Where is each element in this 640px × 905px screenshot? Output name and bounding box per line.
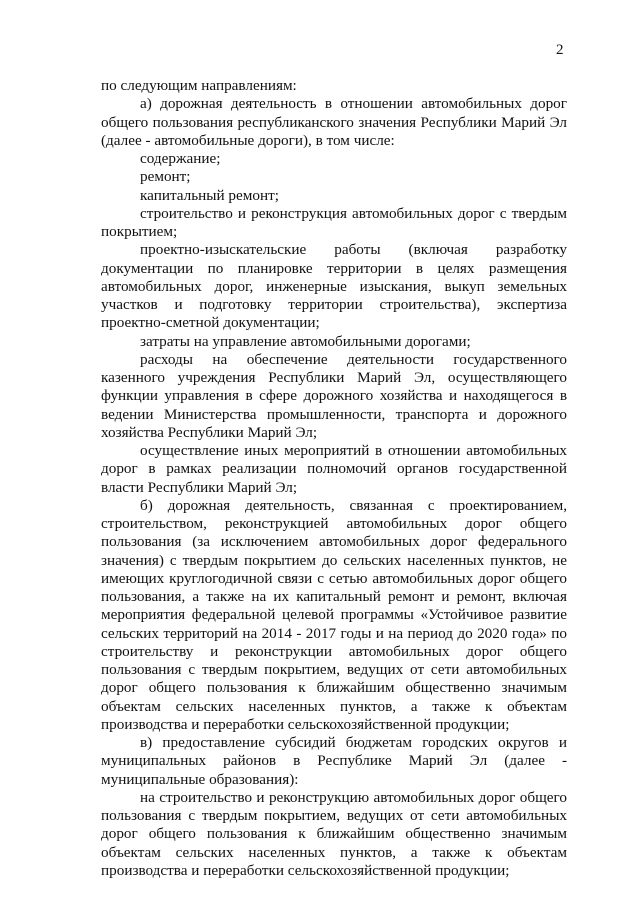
- paragraph-maintenance: содержание;: [140, 150, 221, 167]
- paragraph-intro: по следующим направлениям:: [101, 77, 297, 94]
- paragraph-item-b: б) дорожная деятельность, связанная с проектированием, строительством, реконструкцией автомобильных дорог общего пользования (за исключением автомобильных дорог федерального значения) с твердым покрытием до сельских населенных пунктов, не имеющих круглогодичной связи с сетью автомобильных дорог общего пользования, а также на их капитальный ремонт и ремонт, включая мероприятия федеральной целевой программы «Устойчивое развитие сельских территорий на 2014 - 2017 годы и на период до 2020 года» по строительству и реконструкции автомобильных дорог общего пользования с твердым покрытием, ведущих от сети автомобильных дорог общего пользования к ближайшим общественно значимым объектам сельских населенных пунктов, а также к объектам производства и переработки сельскохозяйственной продукции;: [101, 496, 567, 733]
- paragraph-construction: строительство и реконструкция автомобильных дорог с твердым покрытием;: [101, 204, 567, 240]
- paragraph-other-measures: осуществление иных мероприятий в отношении автомобильных дорог в рамках реализации полномочий органов государственной власти Республики Марий Эл;: [101, 442, 567, 496]
- document-body: [101, 77, 567, 880]
- paragraph-management-costs: затраты на управление автомобильными дорогами;: [140, 332, 471, 350]
- paragraph-subsidy-construction: на строительство и реконструкцию автомобильных дорог общего пользования с твердым покрытием, ведущих от сети автомобильных дорог общего пользования к ближайшим общественно значимым объектам сельских населенных пунктов, а также к объектам производства и переработки сельскохозяйственной продукции;: [101, 788, 567, 879]
- paragraph-design-survey: проектно-изыскательские работы (включая разработку документации по планировке территории в целях размещения автомобильных дорог, инженерные изыскания, выкуп земельных участков и подготовку территории строительства), экспертиза проектно-сметной документации;: [101, 241, 567, 332]
- paragraph-repair: ремонт;: [140, 168, 191, 186]
- paragraph-item-v: в) предоставление субсидий бюджетам городских округов и муниципальных районов в Республике Марий Эл (далее - муниципальные образования):: [101, 734, 567, 788]
- page-number: 2: [556, 42, 564, 58]
- paragraph-capital-repair: капитальный ремонт;: [140, 186, 279, 204]
- paragraph-item-a: а) дорожная деятельность в отношении автомобильных дорог общего пользования республиканского значения Республики Марий Эл (далее - автомобильные дороги), в том числе:: [101, 95, 567, 149]
- paragraph-institution-expenses: расходы на обеспечение деятельности государственного казенного учреждения Республики Марий Эл, осуществляющего функции управления в сфере дорожного хозяйства и находящегося в ведении Министерства промышленности, транспорта и дорожного хозяйства Республики Марий Эл;: [101, 350, 567, 441]
